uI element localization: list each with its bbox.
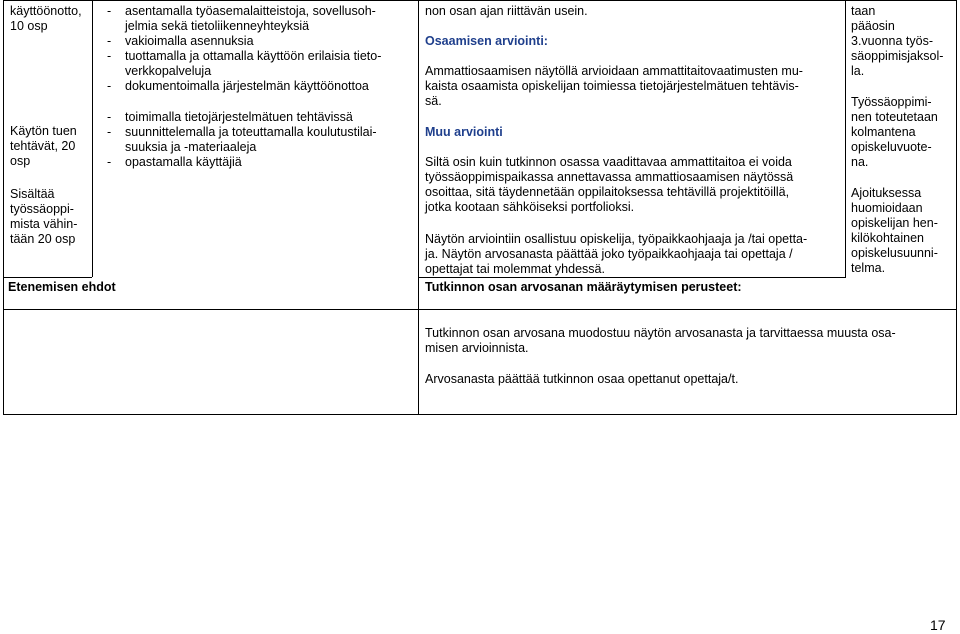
timing-text-3: Ajoituksessa huomioidaan opiskelijan hen- kilökohtainen opiskelusuunni- telma.	[851, 186, 938, 275]
task-line: tehtävät, 20	[10, 139, 76, 153]
task-line: osp	[10, 154, 31, 168]
list-item: - dokumentoimalla järjestelmän käyttöönottoa	[107, 79, 369, 93]
other-assessment-heading: Muu arviointi	[425, 125, 503, 139]
page-number: 17	[930, 617, 946, 633]
table-bottom-border	[3, 414, 957, 415]
table-top-border	[3, 0, 957, 1]
task-line: Käytön tuen	[10, 124, 77, 138]
timing-text-1: taan pääosin 3.vuonna työs- säoppimisjaksol- la.	[851, 4, 944, 78]
content-description	[10, 187, 77, 247]
list-item: - toimimalla tietojärjestelmätuen tehtävissä	[107, 110, 353, 124]
continuation-line: non osan ajan riittävän usein.	[425, 4, 588, 18]
progress-label: Etenemisen ehdot	[8, 280, 116, 294]
list-item: - opastamalla käyttäjiä	[107, 155, 242, 169]
column-divider-1	[92, 0, 93, 277]
skills-group-2	[107, 110, 407, 170]
assessment-paragraph: Ammattiosaamisen näytöllä arvioidaan ammattitaitovaatimusten mu- kaista osaamista opiskelijan toimiessa tietojärjestelmätuen tehtävis- sä.	[425, 64, 803, 108]
grade-basis-heading: Tutkinnon osan arvosanan määräytymisen perusteet:	[425, 280, 742, 294]
task-description	[10, 124, 77, 169]
intro-line: 10 osp	[10, 19, 48, 33]
row-divider	[3, 277, 92, 278]
assessor-paragraph: Näytön arviointiin osallistuu opiskelija, työpaikkaohjaaja ja /tai opetta- ja. Näytön arvosanasta päättää joko työpaikkaohjaaja tai opettaja / opettajat tai molemmat yhdessä.	[425, 232, 808, 276]
content-line: mista vähin-	[10, 217, 78, 231]
list-item: - tuottamalla ja ottamalla käyttöön erilaisia tieto- verkkopalveluja	[107, 49, 382, 78]
column-divider-3	[845, 0, 846, 277]
list-item: - suunnittelemalla ja toteuttamalla koulutustilai- suuksia ja -materiaaleja	[107, 125, 377, 154]
list-item: - vakioimalla asennuksia	[107, 34, 254, 48]
grade-decision-paragraph: Arvosanasta päättää tutkinnon osaa opettanut opettaja/t.	[425, 372, 739, 386]
column-divider-2	[418, 0, 419, 415]
intro-line: käyttöönotto,	[10, 4, 82, 18]
skills-group-1	[107, 4, 407, 94]
content-line: työssäoppi-	[10, 202, 74, 216]
content-line: tään 20 osp	[10, 232, 76, 246]
list-item: - asentamalla työasemalaitteistoja, sovellusoh- jelmia sekä tietoliikenneyhteyksiä	[107, 4, 376, 33]
content-line: Sisältää	[10, 187, 55, 201]
table-left-border	[3, 0, 4, 415]
row-divider-2	[418, 277, 846, 278]
timing-text-2: Työssäoppimi- nen toteutetaan kolmantena opiskeluvuote- na.	[851, 95, 938, 169]
assessment-heading: Osaamisen arviointi:	[425, 34, 548, 48]
other-assessment-paragraph: Siltä osin kuin tutkinnon osassa vaadittavaa ammattitaitoa ei voida työssäoppimispaikassa annettavassa ammattiosaamisen näytössä osoittaa, sitä täydennetään oppilaitoksessa tehtävillä projektitöillä, jotka kootaan sähköiseksi portfolioksi.	[425, 155, 794, 214]
grade-paragraph: Tutkinnon osan arvosana muodostuu näytön arvosanasta ja tarvittaessa muusta osa- misen arvioinnista.	[425, 326, 896, 355]
section-divider	[3, 309, 957, 310]
intro-text	[10, 4, 82, 34]
table-right-border	[956, 0, 957, 415]
